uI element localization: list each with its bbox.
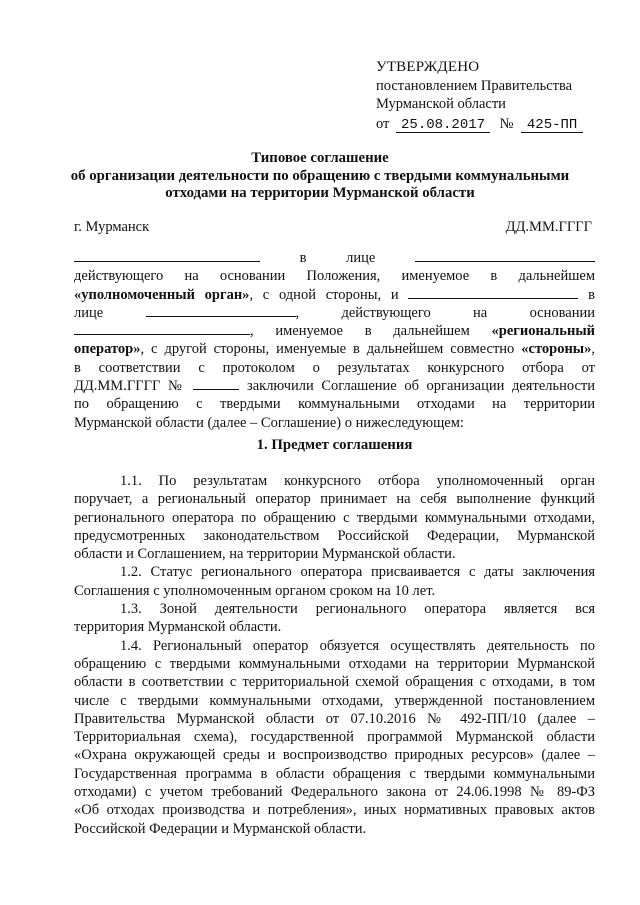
section-heading: 1. Предмет соглашения	[256, 437, 413, 453]
text-fragment: в	[364, 323, 372, 340]
clause-1-1: 1.1. По результатам конкурсного отбора уполномоченный орган	[120, 473, 595, 489]
text-fragment: основании	[529, 304, 595, 321]
approval-number-sign: №	[499, 115, 514, 132]
clause-line: предусмотренных законодательством Российской Федерации, Мурманской	[74, 527, 595, 544]
section-1-body	[74, 472, 595, 838]
text-fragment: дальнейшем	[393, 323, 470, 340]
blank-field	[415, 249, 595, 262]
term-operator-part2: оператор»	[74, 341, 141, 358]
clause-line: поручает, а региональный оператор принимает на себя выполнение функций	[74, 491, 595, 508]
text-fragment: в	[588, 286, 596, 303]
preamble-line-1	[74, 249, 595, 267]
preamble-line-4	[74, 304, 595, 322]
approval-number: 425-ПП	[521, 118, 583, 133]
text-fragment: на	[473, 304, 488, 321]
text-fragment: , с другой стороны, именуемые в дальнейшем совместно	[140, 341, 522, 358]
clause-line: «Охрана окружающей среды и воспроизводство природных ресурсов» (далее –	[74, 747, 595, 764]
term-authority: «уполномоченный орган»	[74, 286, 250, 303]
blank-field	[408, 286, 578, 299]
preamble-line-7: в соответствии с протоколом о результатах конкурсного отбора от	[74, 359, 595, 376]
approval-line-2: Мурманской области	[376, 96, 506, 112]
approval-heading: УТВЕРЖДЕНО	[376, 59, 480, 75]
blank-field	[146, 304, 296, 317]
clause-line: Соглашения с уполномоченным органом сроком на 10 лет.	[74, 582, 436, 599]
text-fragment: в	[299, 250, 307, 266]
preamble-line-3	[74, 286, 595, 304]
clause-line: области и Соглашением, на территории Мурманской области.	[74, 546, 456, 563]
text-fragment: ,	[250, 323, 254, 340]
clause-1-2: 1.2. Статус регионального оператора присваивается с даты заключения	[120, 564, 595, 581]
text-fragment: , с одной стороны, и	[249, 286, 399, 303]
title-line-3: отходами на территории Мурманской области	[165, 185, 475, 201]
city: г. Мурманск	[74, 219, 150, 235]
clause-line: отходами) с учетом требований Федерального закона от 24.06.1998 № 89-ФЗ	[74, 784, 595, 801]
text-fragment: действующего	[341, 304, 431, 321]
title-line-1: Типовое соглашение	[251, 150, 389, 166]
blank-field	[74, 322, 250, 335]
text-fragment: ,	[295, 304, 300, 321]
approval-date-line	[376, 115, 616, 134]
term-parties: «стороны»	[521, 341, 592, 358]
clause-line: «Об отходах производства и потребления», иных нормативных правовых актов	[74, 802, 595, 819]
date-placeholder: ДД.ММ.ГГГГ	[505, 219, 592, 235]
title-line-2: об организации деятельности по обращению с твердыми коммунальными	[70, 167, 570, 184]
approval-date: 25.08.2017	[396, 118, 490, 133]
preamble-line-8	[74, 377, 595, 395]
preamble-line-5	[74, 322, 595, 340]
preamble	[74, 249, 595, 432]
text-fragment: лице	[74, 304, 104, 321]
approval-line-1: постановлением Правительства	[376, 77, 573, 94]
clause-1-3: 1.3. Зоной деятельности регионального оператора является вся	[120, 601, 595, 618]
blank-field	[193, 377, 239, 390]
approval-from: от	[376, 115, 390, 132]
preamble-line-9: по обращению с твердыми коммунальными отходами на территории	[74, 396, 595, 413]
text-fragment: заключили Соглашение об организации деятельности	[246, 378, 596, 395]
text-fragment: лице	[346, 250, 376, 266]
text-fragment: именуемое	[275, 323, 343, 340]
preamble-line-10: Мурманской области (далее – Соглашение) о нижеследующем:	[74, 414, 464, 431]
preamble-line-6	[74, 340, 595, 358]
text-fragment: ,	[591, 341, 595, 358]
clause-line: Правительства Мурманской области от 07.10.2016 № 492-ПП/10 (далее –	[74, 710, 595, 727]
blank-field	[74, 249, 260, 262]
clause-line: области в соответствии с территориальной схемой обращения с отходами, в том	[74, 674, 595, 691]
clause-line: Российской Федерации и Мурманской области.	[74, 820, 367, 837]
approval-stamp	[376, 58, 616, 133]
text-fragment: ДД.ММ.ГГГГ №	[74, 378, 186, 395]
clause-line: территория Мурманской области.	[74, 619, 282, 636]
clause-line: числе с твердыми коммунальными отходами, утвержденной постановлением	[74, 692, 595, 709]
document-title	[40, 150, 600, 203]
term-operator-part1: «региональный	[491, 323, 596, 340]
preamble-line-2: действующего на основании Положения, именуемое в дальнейшем	[74, 268, 595, 285]
clause-line: Территориальная схема), государственной программой Мурманской области	[74, 729, 595, 746]
clause-line: Государственная программа в области обращения с твердыми коммунальными	[74, 765, 595, 782]
place-date-line	[74, 219, 592, 236]
clause-line: обращению с твердыми коммунальными отходами на территории Мурманской	[74, 655, 595, 672]
clause-line: регионального оператора по обращению с твердыми коммунальными отходами,	[74, 509, 595, 526]
clause-1-4: 1.4. Региональный оператор обязуется осуществлять деятельность по	[120, 637, 595, 654]
